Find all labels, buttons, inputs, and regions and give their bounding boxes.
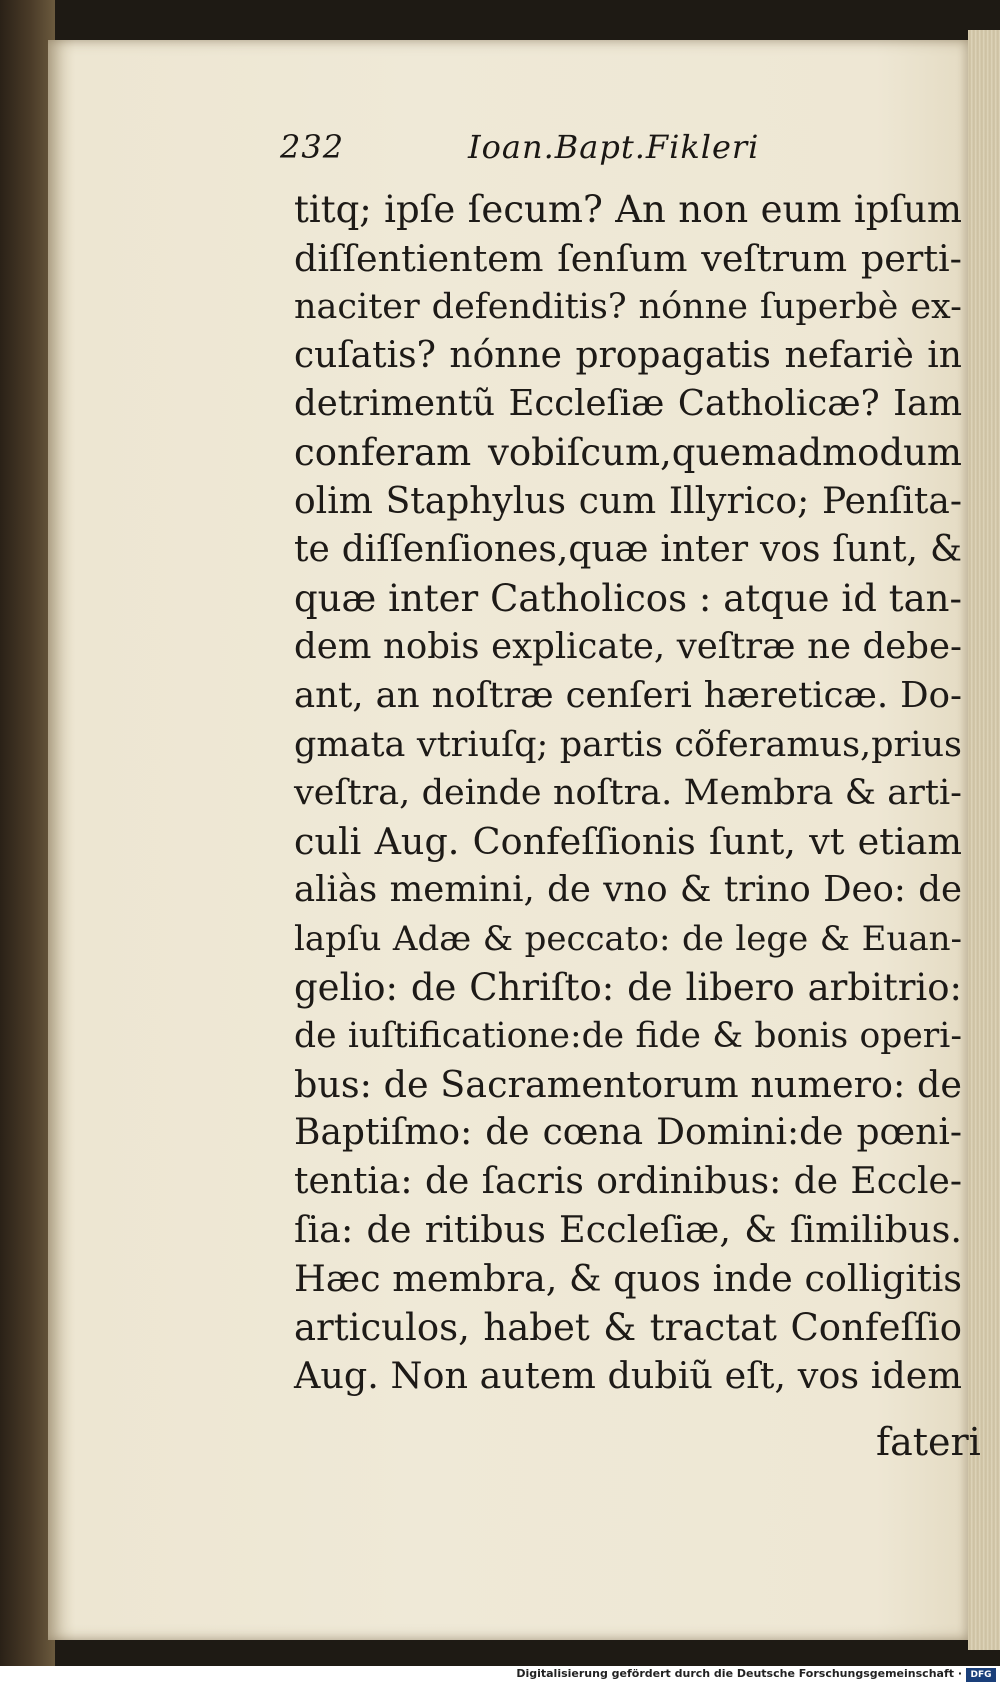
digitization-credit: Digitalisierung gefördert durch die Deutsche Forschungsgemeinschaft · bbox=[516, 1667, 962, 1680]
running-title: Ioan.Bapt.Fikleri bbox=[468, 128, 760, 166]
body-text bbox=[294, 186, 962, 1401]
text-line: gmata vtriuſq; partis cõferamus,prius bbox=[294, 724, 962, 765]
text-line: diſſentientem ſenſum veſtrum perti- bbox=[294, 236, 962, 280]
text-line: Aug. Non autem dubiũ eſt, vos idem bbox=[294, 1354, 962, 1398]
text-line: conferam vobiſcum,quemadmodum bbox=[294, 430, 962, 474]
text-line: veſtra, deinde noſtra. Membra & arti- bbox=[294, 773, 962, 814]
text-line: te diſſenſiones,quæ inter vos ſunt, & bbox=[294, 529, 962, 571]
text-line: gelio: de Chriſto: de libero arbitrio: bbox=[294, 965, 962, 1009]
book-spine bbox=[0, 0, 55, 1684]
text-line: Hæc membra, & quos inde colligitis bbox=[294, 1257, 962, 1301]
text-line: culi Aug. Confeſſionis ſunt, vt etiam bbox=[294, 819, 962, 863]
text-line: naciter defenditis? nónne ſuperbè ex- bbox=[294, 287, 962, 328]
text-line: cuſatis? nónne propagatis nefariè in bbox=[294, 334, 962, 376]
text-line: lapſu Adæ & peccato: de lege & Euan- bbox=[294, 918, 962, 959]
text-line: detrimentũ Eccleſiæ Catholicæ? Iam bbox=[294, 383, 962, 425]
page-header bbox=[246, 128, 966, 168]
page-edges bbox=[968, 30, 1000, 1650]
text-line: ant, an noſtræ cenſeri hæreticæ. Do- bbox=[294, 674, 962, 716]
dfg-logo: DFG bbox=[966, 1668, 996, 1682]
text-line: quæ inter Catholicos : atque id tan- bbox=[294, 576, 962, 620]
text-line: Baptiſmo: de cœna Domini:de pœni- bbox=[294, 1112, 962, 1154]
text-line: dem nobis explicate, veſtræ ne debe- bbox=[294, 626, 962, 668]
text-line: articulos, habet & tractat Confeſſio bbox=[294, 1305, 962, 1349]
text-line: olim Staphylus cum Illyrico; Penſita- bbox=[294, 480, 962, 522]
text-line: tentia: de ſacris ordinibus: de Eccle- bbox=[294, 1160, 962, 1202]
text-line: titq; ipſe ſecum? An non eum ipſum bbox=[294, 188, 962, 231]
text-line: aliàs memini, de vno & trino Deo: de bbox=[294, 869, 962, 911]
text-line: de iuſtificatione:de fide & bonis operi- bbox=[294, 1016, 962, 1057]
catchword: fateri bbox=[876, 1420, 981, 1464]
text-line: bus: de Sacramentorum numero: de bbox=[294, 1062, 962, 1106]
page-number: 232 bbox=[280, 128, 345, 166]
text-line: ſia: de ritibus Eccleſiæ, & ſimilibus. bbox=[294, 1208, 962, 1252]
